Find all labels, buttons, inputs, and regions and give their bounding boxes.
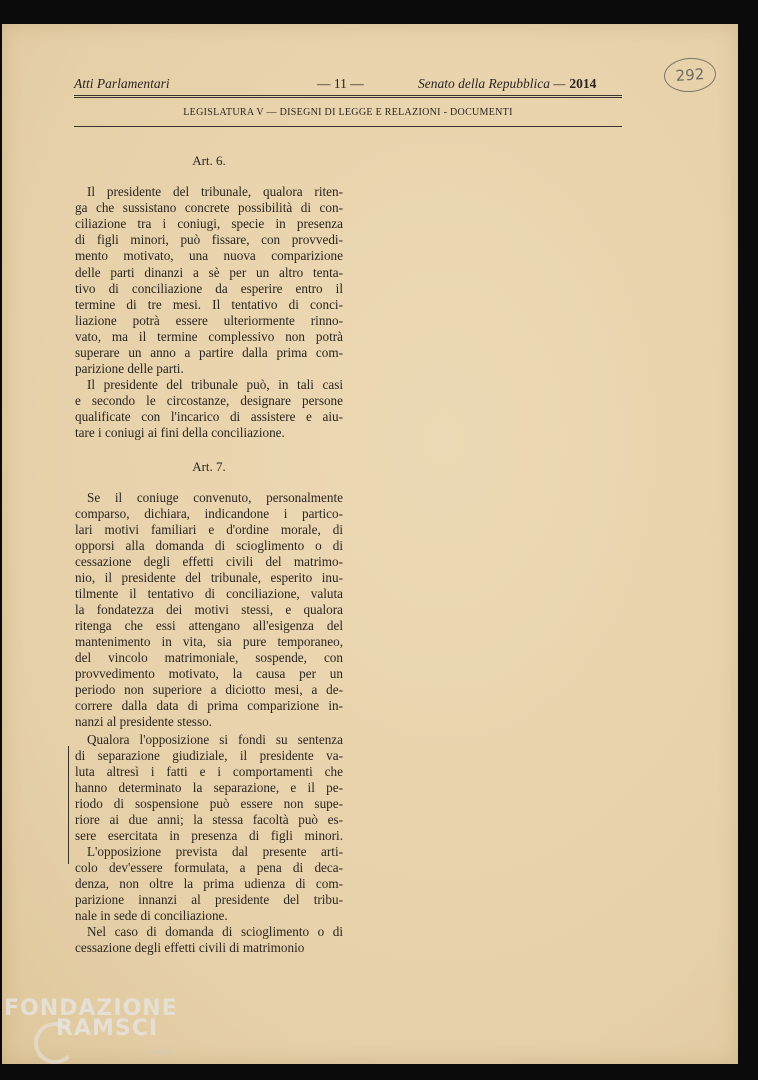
text-line: parizione delle parti. <box>75 361 184 376</box>
text-line: ciliazione tra i coniugi, specie in presenza <box>75 216 343 231</box>
text-line: delle parti dinanzi a sè per un altro tenta- <box>75 265 343 280</box>
text-line: e secondo le circostanze, designare persone <box>75 393 343 408</box>
text-line: mento motivato, una nuova comparizione <box>75 248 343 263</box>
page-number: — 11 — <box>317 76 364 91</box>
text-line: vato, ma il termine complessivo non potrà <box>75 329 343 344</box>
text-line: Il presidente del tribunale, qualora riten- <box>87 184 343 199</box>
article-7-title: Art. 7. <box>192 459 226 474</box>
text-line: tilmente il tentativo di conciliazione, valuta <box>75 586 343 601</box>
subheader: LEGISLATURA V — DISEGNI DI LEGGE E RELAZIONI - DOCUMENTI <box>183 107 513 118</box>
text-line: tivo di conciliazione da esperire entro il <box>75 281 343 296</box>
text-line: la fondatezza dei motivi stessi, e qualora <box>75 602 343 617</box>
text-line: cessazione degli effetti civili di matrimonio <box>75 940 305 955</box>
text-line: provvedimento motivato, la causa per un <box>75 666 343 681</box>
watermark-logo <box>4 996 178 1058</box>
text-line: lari motivi familiari e d'ordine morale, di <box>75 522 343 537</box>
watermark-line2: RAMSCI <box>56 1016 159 1041</box>
text-line: nio, il presidente del tribunale, esperito inu- <box>75 570 343 585</box>
text-line: riore ai due anni; la stessa facoltà può es- <box>75 812 343 827</box>
text-line: nanzi al presidente stesso. <box>75 714 212 729</box>
text-line: L'opposizione prevista dal presente arti- <box>87 844 343 859</box>
text-line: opporsi alla domanda di scioglimento o di <box>75 538 343 553</box>
text-line: correre dalla data di prima comparizione in- <box>75 698 343 713</box>
text-line: di figli minori, può fissare, con provvedi- <box>75 232 343 247</box>
text-line: ritenga che essi attengano all'esigenza del <box>75 618 343 633</box>
text-line: Se il coniuge convenuto, personalmente <box>87 490 343 505</box>
text-line: periodo non superiore a diciotto mesi, a de- <box>75 682 343 697</box>
text-line: del vincolo matrimoniale, sospende, con <box>75 650 343 665</box>
text-line: Il presidente del tribunale può, in tali casi <box>87 377 343 392</box>
text-line: riodo di sospensione può essere non supe- <box>75 796 343 811</box>
text-line: sere esercitata in presenza di figli minori. <box>75 828 343 843</box>
text-line: comparso, dichiara, indicandone i partico- <box>75 506 343 521</box>
archive-stamp: 292 <box>663 56 717 94</box>
doc-number: 2014 <box>569 76 597 91</box>
watermark-line1: FONDAZIONE <box>4 996 178 1021</box>
text-line: superare un anno a partire dalla prima com- <box>75 345 343 360</box>
text-line: cessazione degli effetti civili del matrimo- <box>75 554 343 569</box>
text-line: luta altresì i fatti e i comportamenti che <box>75 764 343 779</box>
subheader-rule <box>74 126 622 127</box>
text-line: denza, non oltre la prima udienza di com- <box>75 876 343 891</box>
article-6-title: Art. 6. <box>192 153 226 168</box>
text-line: tare i coniugi ai fini della conciliazione. <box>75 425 285 440</box>
header-rule-2 <box>74 97 622 98</box>
text-line: Qualora l'opposizione si fondi su sentenza <box>87 732 343 747</box>
text-line: di separazione giudiziale, il presidente va- <box>75 748 343 763</box>
header-right: Senato della Repubblica — 2014 <box>418 76 597 91</box>
text-line: termine di tre mesi. Il tentativo di conci- <box>75 297 343 312</box>
text-line: hanno determinato la separazione, e il pe- <box>75 780 343 795</box>
text-line: colo dev'essere formulata, a pena di deca- <box>75 860 343 875</box>
text-line: liazione potrà essere ulteriormente rinno- <box>75 313 343 328</box>
header-left: Atti Parlamentari <box>74 76 170 91</box>
text-line: nale in sede di conciliazione. <box>75 908 228 923</box>
text-line: mantenimento in vita, sia pure temporaneo, <box>75 634 343 649</box>
watermark-suffix: onlus <box>150 1048 175 1058</box>
header-rule <box>74 95 622 96</box>
margin-mark <box>68 746 69 864</box>
text-line: parizione innanzi al presidente del tribu- <box>75 892 343 907</box>
text-line: ga che sussistano concrete possibilità di con- <box>75 200 343 215</box>
text-line: Nel caso di domanda di scioglimento o di <box>87 924 343 939</box>
text-line: qualificate con l'incarico di assistere e aiu- <box>75 409 343 424</box>
